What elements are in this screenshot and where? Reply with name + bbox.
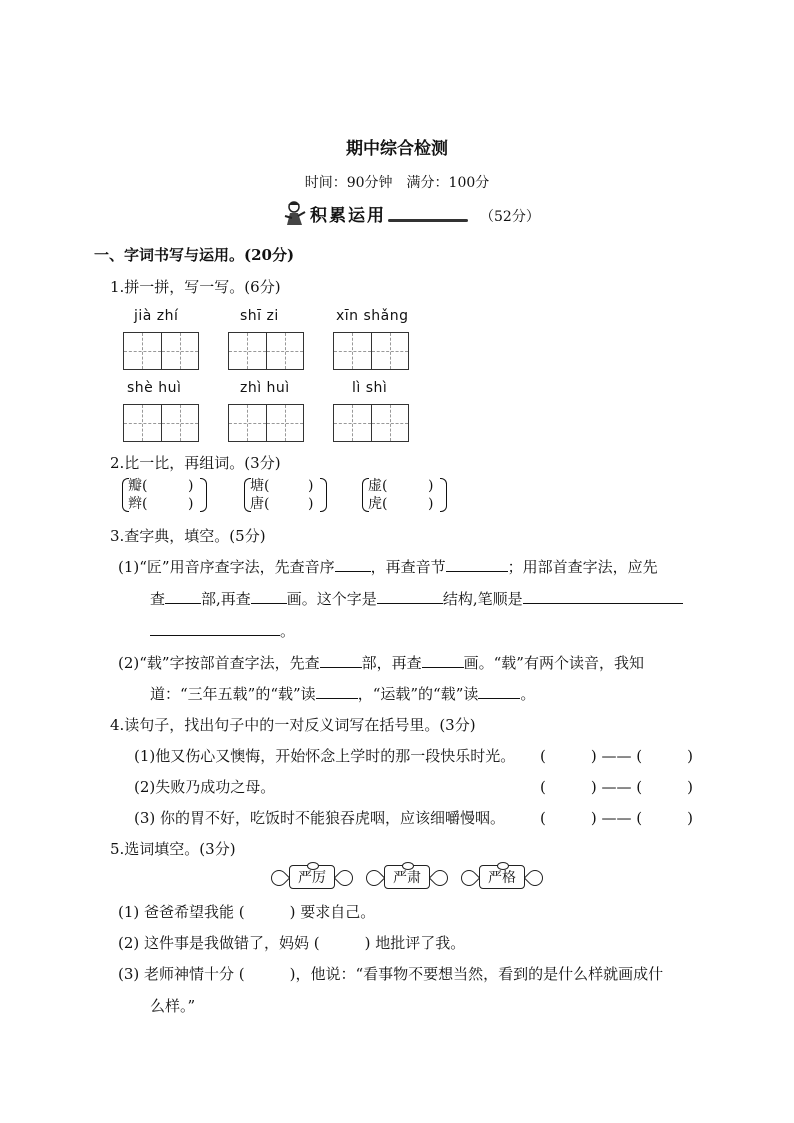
part1-heading: 一、字词书写与运用。(20分) [94, 246, 295, 264]
compare-close: ) [428, 496, 434, 512]
q3-sub1-line1: (1)“匠”用音序查字法，先查音序 ，再查音节 ；用部首查字法，应先 [118, 558, 658, 576]
compare-char: 塘( [250, 478, 270, 494]
compare-char: 虎( [368, 496, 388, 512]
blank[interactable] [251, 589, 287, 604]
q4-answer-2[interactable]: ( ) —— ( ) [540, 778, 693, 796]
q3-sub2-line2: 道：“三年五载”的“载”读 ，“运载”的“载”读 。 [150, 685, 536, 703]
blank[interactable] [150, 621, 280, 636]
q2-label: 2.比一比，再组词。(3分) [110, 454, 281, 472]
section-points: （52分） [480, 209, 540, 225]
pinyin-5: zhì huì [240, 380, 290, 396]
student-writing-icon [282, 200, 308, 226]
word-card [461, 864, 543, 890]
right-brace [440, 478, 447, 512]
q4-item-3: (3) 你的胃不好，吃饭时不能狼吞虎咽，应该细嚼慢咽。 [134, 809, 506, 827]
blank[interactable] [523, 589, 683, 604]
exam-info: 时间：90分钟 满分：100分 [304, 175, 490, 191]
pinyin-6: lì shì [352, 380, 388, 396]
right-brace [200, 478, 207, 512]
blank[interactable] [320, 653, 362, 668]
q3-sub1-line2: 查 部,再查 画。这个字是 结构,笔顺是 [150, 588, 683, 609]
compare-char: 唐( [250, 496, 270, 512]
q3-sub1-line3: 。 [150, 620, 295, 641]
writing-grid[interactable] [228, 332, 304, 370]
q5-sentence-2: (2) 这件事是我做错了，妈妈 ( ) 地批评了我。 [118, 934, 466, 952]
compare-close: ) [188, 496, 194, 512]
q4-item-1: (1)他又伤心又懊悔，开始怀念上学时的那一段快乐时光。 [134, 747, 516, 765]
compare-close: ) [308, 496, 314, 512]
blank[interactable] [335, 557, 371, 572]
writing-grid[interactable] [228, 404, 304, 442]
writing-grid[interactable] [333, 332, 409, 370]
right-brace [320, 478, 327, 512]
writing-grid[interactable] [333, 404, 409, 442]
compare-char: 瓣( [128, 478, 148, 494]
card-wing-icon [268, 867, 291, 890]
q1-label: 1.拼一拼，写一写。(6分) [110, 278, 281, 296]
compare-char: 辫( [128, 496, 148, 512]
card-wing-icon [334, 867, 357, 890]
q3-sub2-line1: (2)“载”字按部首查字法，先查 部，再查 画。“载”有两个读音，我知 [118, 654, 644, 672]
q4-answer-3[interactable]: ( ) —— ( ) [540, 809, 693, 827]
word-option: 严格 [479, 865, 525, 889]
card-wing-icon [458, 867, 481, 890]
card-knot-icon [402, 862, 414, 870]
q4-label: 4.读句子，找出句子中的一对反义词写在括号里。(3分) [110, 716, 476, 734]
card-wing-icon [363, 867, 386, 890]
compare-char: 虚( [368, 478, 388, 494]
card-wing-icon [524, 867, 547, 890]
pinyin-1: jià zhí [134, 308, 179, 324]
word-option: 严肃 [384, 865, 430, 889]
section-banner [282, 200, 540, 226]
card-wing-icon [429, 867, 452, 890]
word-card [366, 864, 448, 890]
compare-close: ) [308, 478, 314, 494]
pinyin-2: shī zi [240, 308, 279, 324]
card-knot-icon [497, 862, 509, 870]
blank[interactable] [377, 589, 443, 604]
q5-sentence-3-cont: 么样。” [150, 997, 196, 1015]
compare-close: ) [428, 478, 434, 494]
q4-item-2: (2)失败乃成功之母。 [134, 778, 276, 796]
compare-close: ) [188, 478, 194, 494]
card-knot-icon [307, 862, 319, 870]
q5-label: 5.选词填空。(3分) [110, 840, 236, 858]
writing-grid[interactable] [123, 404, 199, 442]
writing-grid[interactable] [123, 332, 199, 370]
section-underline [388, 219, 468, 222]
q5-sentence-3: (3) 老师神情十分 ( )，他说：“看事物不要想当然，看到的是什么样就画成什 [118, 965, 664, 983]
word-option: 严厉 [289, 865, 335, 889]
pinyin-3: xīn shǎng [336, 308, 409, 324]
q4-answer-1[interactable]: ( ) —— ( ) [540, 747, 693, 765]
blank[interactable] [422, 653, 464, 668]
blank[interactable] [165, 589, 201, 604]
page-title: 期中综合检测 [346, 139, 448, 159]
word-card [271, 864, 353, 890]
q3-label: 3.查字典，填空。(5分) [110, 527, 266, 545]
section-label: 积累运用 [310, 206, 386, 226]
blank[interactable] [478, 684, 520, 699]
q5-sentence-1: (1) 爸爸希望我能 ( ) 要求自己。 [118, 903, 376, 921]
pinyin-4: shè huì [127, 380, 182, 396]
blank[interactable] [446, 557, 508, 572]
blank[interactable] [316, 684, 358, 699]
